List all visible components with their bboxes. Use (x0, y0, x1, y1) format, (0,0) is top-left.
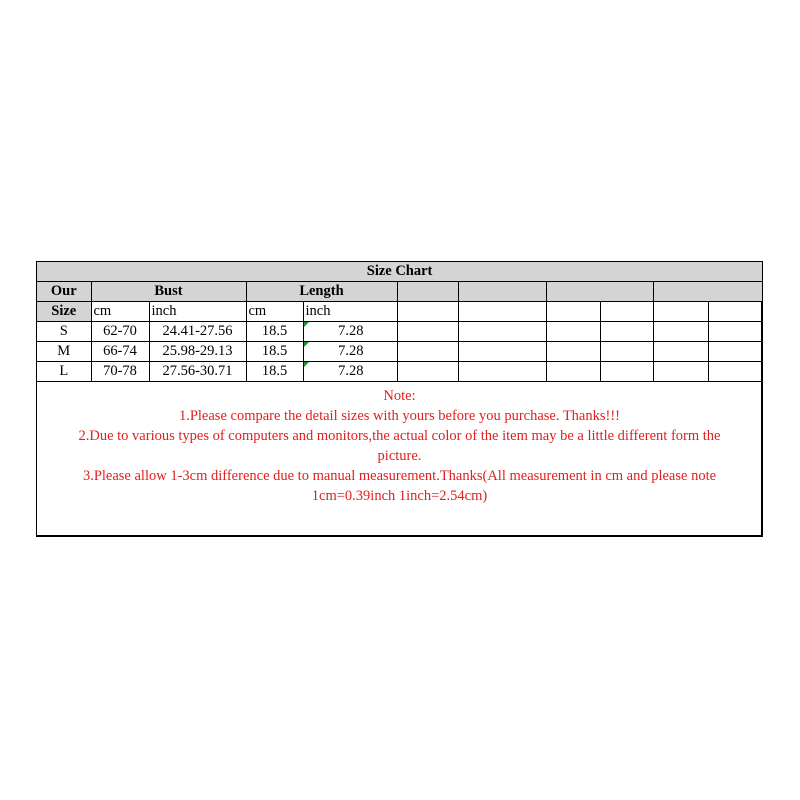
empty-cell (600, 362, 653, 382)
notes-block (37, 386, 762, 506)
unit-row (37, 302, 762, 322)
empty-cell (546, 362, 600, 382)
bust-header: Bust (91, 282, 246, 302)
empty-header-cell (397, 282, 458, 302)
empty-cell (546, 302, 600, 322)
empty-cell (546, 322, 600, 342)
bust-cm-cell: 66-74 (91, 342, 149, 362)
title-row (37, 262, 762, 282)
size-header-line2: Size (37, 302, 91, 322)
length-inch-cell: 7.28 (303, 362, 397, 382)
empty-cell (653, 302, 708, 322)
length-inch-cell: 7.28 (303, 322, 397, 342)
length-cm-cell: 18.5 (246, 342, 303, 362)
note-line-3b: 1cm=0.39inch 1inch=2.54cm) (311, 488, 488, 504)
empty-header-cell (653, 282, 762, 302)
empty-cell (708, 342, 762, 362)
length-cm-cell: 18.5 (246, 362, 303, 382)
table-row (37, 342, 762, 362)
length-cm-cell: 18.5 (246, 322, 303, 342)
empty-cell (397, 302, 458, 322)
empty-cell (397, 322, 458, 342)
empty-cell (600, 302, 653, 322)
size-cell: M (37, 342, 91, 362)
empty-cell (600, 342, 653, 362)
empty-cell (397, 342, 458, 362)
empty-cell (653, 322, 708, 342)
empty-header-cell (458, 282, 546, 302)
empty-header-cell (546, 282, 653, 302)
bust-cm-cell: 70-78 (91, 362, 149, 382)
bust-cm-cell: 62-70 (91, 322, 149, 342)
empty-cell (458, 342, 546, 362)
size-cell: S (37, 322, 91, 342)
empty-cell (458, 362, 546, 382)
bust-unit-cm: cm (91, 302, 149, 322)
bust-unit-inch: inch (149, 302, 246, 322)
bust-inch-cell: 24.41-27.56 (149, 322, 246, 342)
empty-cell (458, 322, 546, 342)
note-line-3a: 3.Please allow 1-3cm difference due to manual measurement.Thanks(All measurement in cm and please note (82, 468, 717, 484)
length-inch-cell: 7.28 (303, 342, 397, 362)
table-row (37, 362, 762, 382)
length-unit-inch: inch (303, 302, 397, 322)
empty-cell (708, 322, 762, 342)
note-line-1: 1.Please compare the detail sizes with yours before you purchase. Thanks!!! (178, 408, 621, 424)
note-line-2b: picture. (377, 448, 422, 464)
note-heading: Note: (383, 388, 416, 404)
bust-inch-cell: 25.98-29.13 (149, 342, 246, 362)
empty-cell (708, 302, 762, 322)
empty-cell (600, 322, 653, 342)
chart-title: Size Chart (37, 262, 762, 282)
empty-cell (546, 342, 600, 362)
header-row (37, 282, 762, 302)
size-cell: L (37, 362, 91, 382)
size-chart-table (37, 262, 762, 382)
size-chart-sheet (36, 261, 763, 537)
empty-cell (653, 342, 708, 362)
length-unit-cm: cm (246, 302, 303, 322)
empty-cell (458, 302, 546, 322)
length-header: Length (246, 282, 397, 302)
bust-inch-cell: 27.56-30.71 (149, 362, 246, 382)
table-row (37, 322, 762, 342)
empty-cell (397, 362, 458, 382)
empty-cell (708, 362, 762, 382)
empty-cell (653, 362, 708, 382)
size-header: Our (37, 282, 91, 302)
note-line-2a: 2.Due to various types of computers and monitors,the actual color of the item may be a little different form the (78, 428, 721, 444)
